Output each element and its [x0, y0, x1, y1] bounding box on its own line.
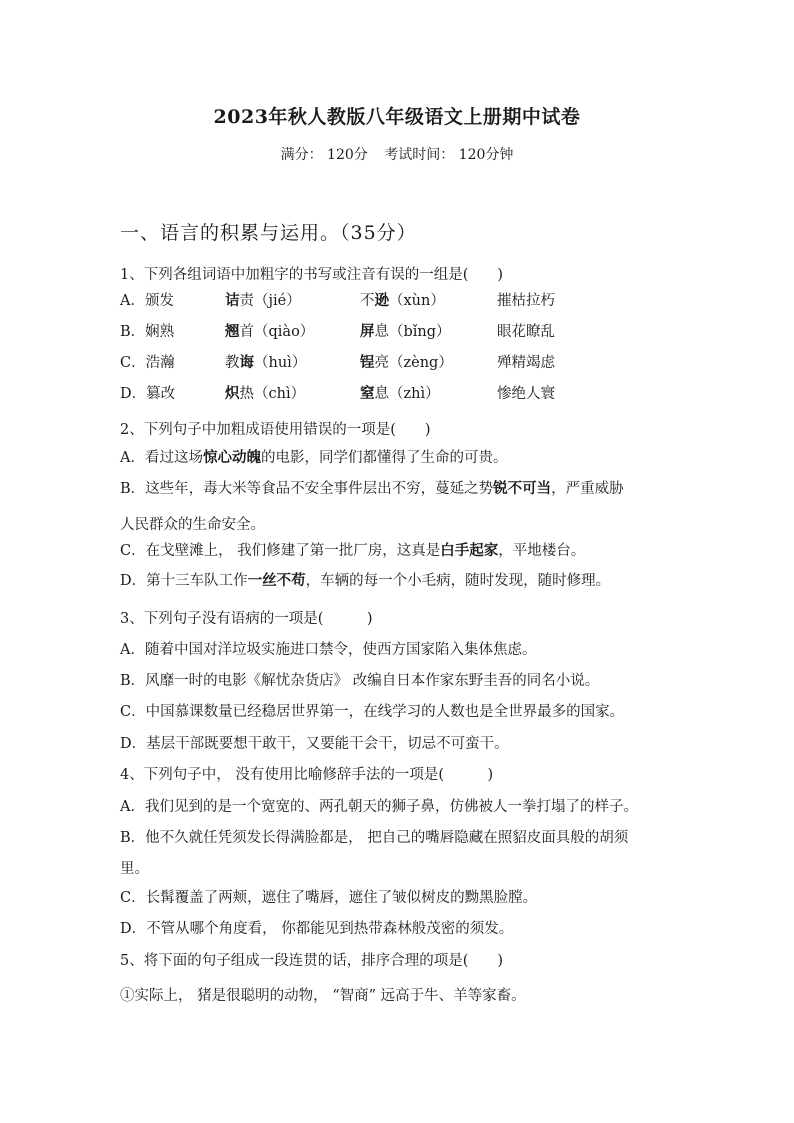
section-heading: 一、语言的积累与运用。（35分） — [120, 222, 417, 244]
q1-d-word1: D．篡改 — [120, 386, 176, 402]
q4-option-b: B．他不久就任凭须发长得满脸都是， 把自己的嘴唇隐藏在照貂皮面具般的胡须 — [120, 830, 629, 846]
q4-stem: 4、下列句子中， 没有使用比喻修辞手法的一项是( ) — [120, 767, 494, 783]
q2-option-b-cont: 人民群众的生命安全。 — [120, 517, 265, 533]
q2-stem: 2、下列句子中加粗成语使用错误的一项是( ) — [120, 422, 431, 438]
q1-c-word4: 殚精竭虑 — [497, 355, 555, 371]
q4-option-d: D．不管从哪个角度看， 你都能见到热带森林般茂密的须发。 — [120, 921, 514, 937]
q3-option-a: A．随着中国对洋垃圾实施进口禁令，使西方国家陷入集体焦虑。 — [120, 642, 537, 658]
q4-option-c: C．长髯覆盖了两颊，遮住了嘴唇，遮住了皱似树皮的黝黑脸膛。 — [120, 890, 538, 906]
q1-a-word4: 摧枯拉朽 — [497, 293, 555, 309]
q3-stem: 3、下列句子没有语病的一项是( ) — [120, 611, 373, 627]
q3-option-b: B．风靡一时的电影《解忧杂货店》 改编自日本作家东野圭吾的同名小说。 — [120, 673, 600, 689]
q1-d-word2: 炽热（chì） — [225, 385, 306, 402]
q1-b-word1: B．娴熟 — [120, 324, 175, 340]
q1-stem: 1、下列各组词语中加粗字的书写或注音有误的一组是( ) — [120, 267, 504, 283]
q5-sentence-1: ①实际上， 猪是很聪明的动物， “智商” 远高于牛、羊等家畜。 — [120, 988, 526, 1004]
q4-option-b-cont: 里。 — [120, 861, 149, 877]
q1-c-word1: C．浩瀚 — [120, 355, 175, 371]
page-title: 2023年秋人教版八年级语文上册期中试卷 — [213, 106, 581, 128]
q1-a-word2: 诘责（jié） — [225, 292, 301, 309]
q3-option-d: D．基层干部既要想干敢干，又要能干会干，切忌不可蛮干。 — [120, 736, 509, 752]
q1-c-word2: 教诲（huì） — [225, 354, 307, 371]
q5-stem: 5、将下面的句子组成一段连贯的话，排序合理的项是( ) — [120, 953, 504, 969]
q2-option-d: D．第十三车队工作一丝不苟，车辆的每一个小毛病，随时发现，随时修理。 — [120, 572, 611, 589]
q3-option-c: C．中国慕课数量已经稳居世界第一，在线学习的人数也是全世界最多的国家。 — [120, 704, 625, 720]
q2-option-a: A．看过这场惊心动魄的电影，同学们都懂得了生命的可贵。 — [120, 449, 508, 466]
q1-a-word1: A．颁发 — [120, 293, 174, 309]
q1-b-word2: 翘首（qiào） — [225, 323, 315, 340]
q2-option-c: C．在戈壁滩上， 我们修建了第一批厂房，这真是白手起家，平地楼台。 — [120, 542, 586, 559]
q1-a-word3: 不逊（xùn） — [360, 292, 445, 309]
q4-option-a: A．我们见到的是一个宽宽的、两孔朝天的狮子鼻，仿佛被人一拳打塌了的样子。 — [120, 799, 638, 815]
q2-option-b: B．这些年，毒大米等食品不安全事件层出不穷，蔓延之势锐不可当，严重威胁 — [120, 480, 624, 497]
q1-d-word3: 窒息（zhì） — [360, 385, 440, 402]
full-score: 满分： 120分 — [280, 147, 368, 163]
q1-b-word3: 屏息（bǐng） — [360, 323, 451, 340]
exam-time: 考试时间： 120分钟 — [384, 147, 514, 163]
q1-b-word4: 眼花瞭乱 — [497, 324, 555, 340]
q1-c-word3: 锃亮（zèng） — [360, 354, 453, 371]
q1-d-word4: 惨绝人寰 — [497, 386, 555, 402]
exam-meta — [0, 144, 794, 164]
